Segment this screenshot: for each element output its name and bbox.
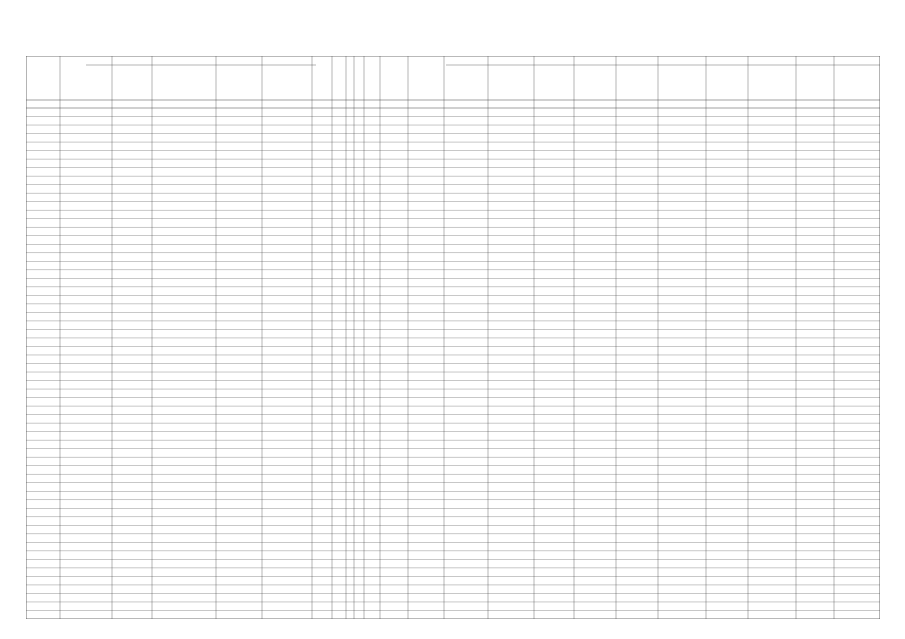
- register-table: [26, 56, 880, 619]
- table-grid: [26, 56, 880, 619]
